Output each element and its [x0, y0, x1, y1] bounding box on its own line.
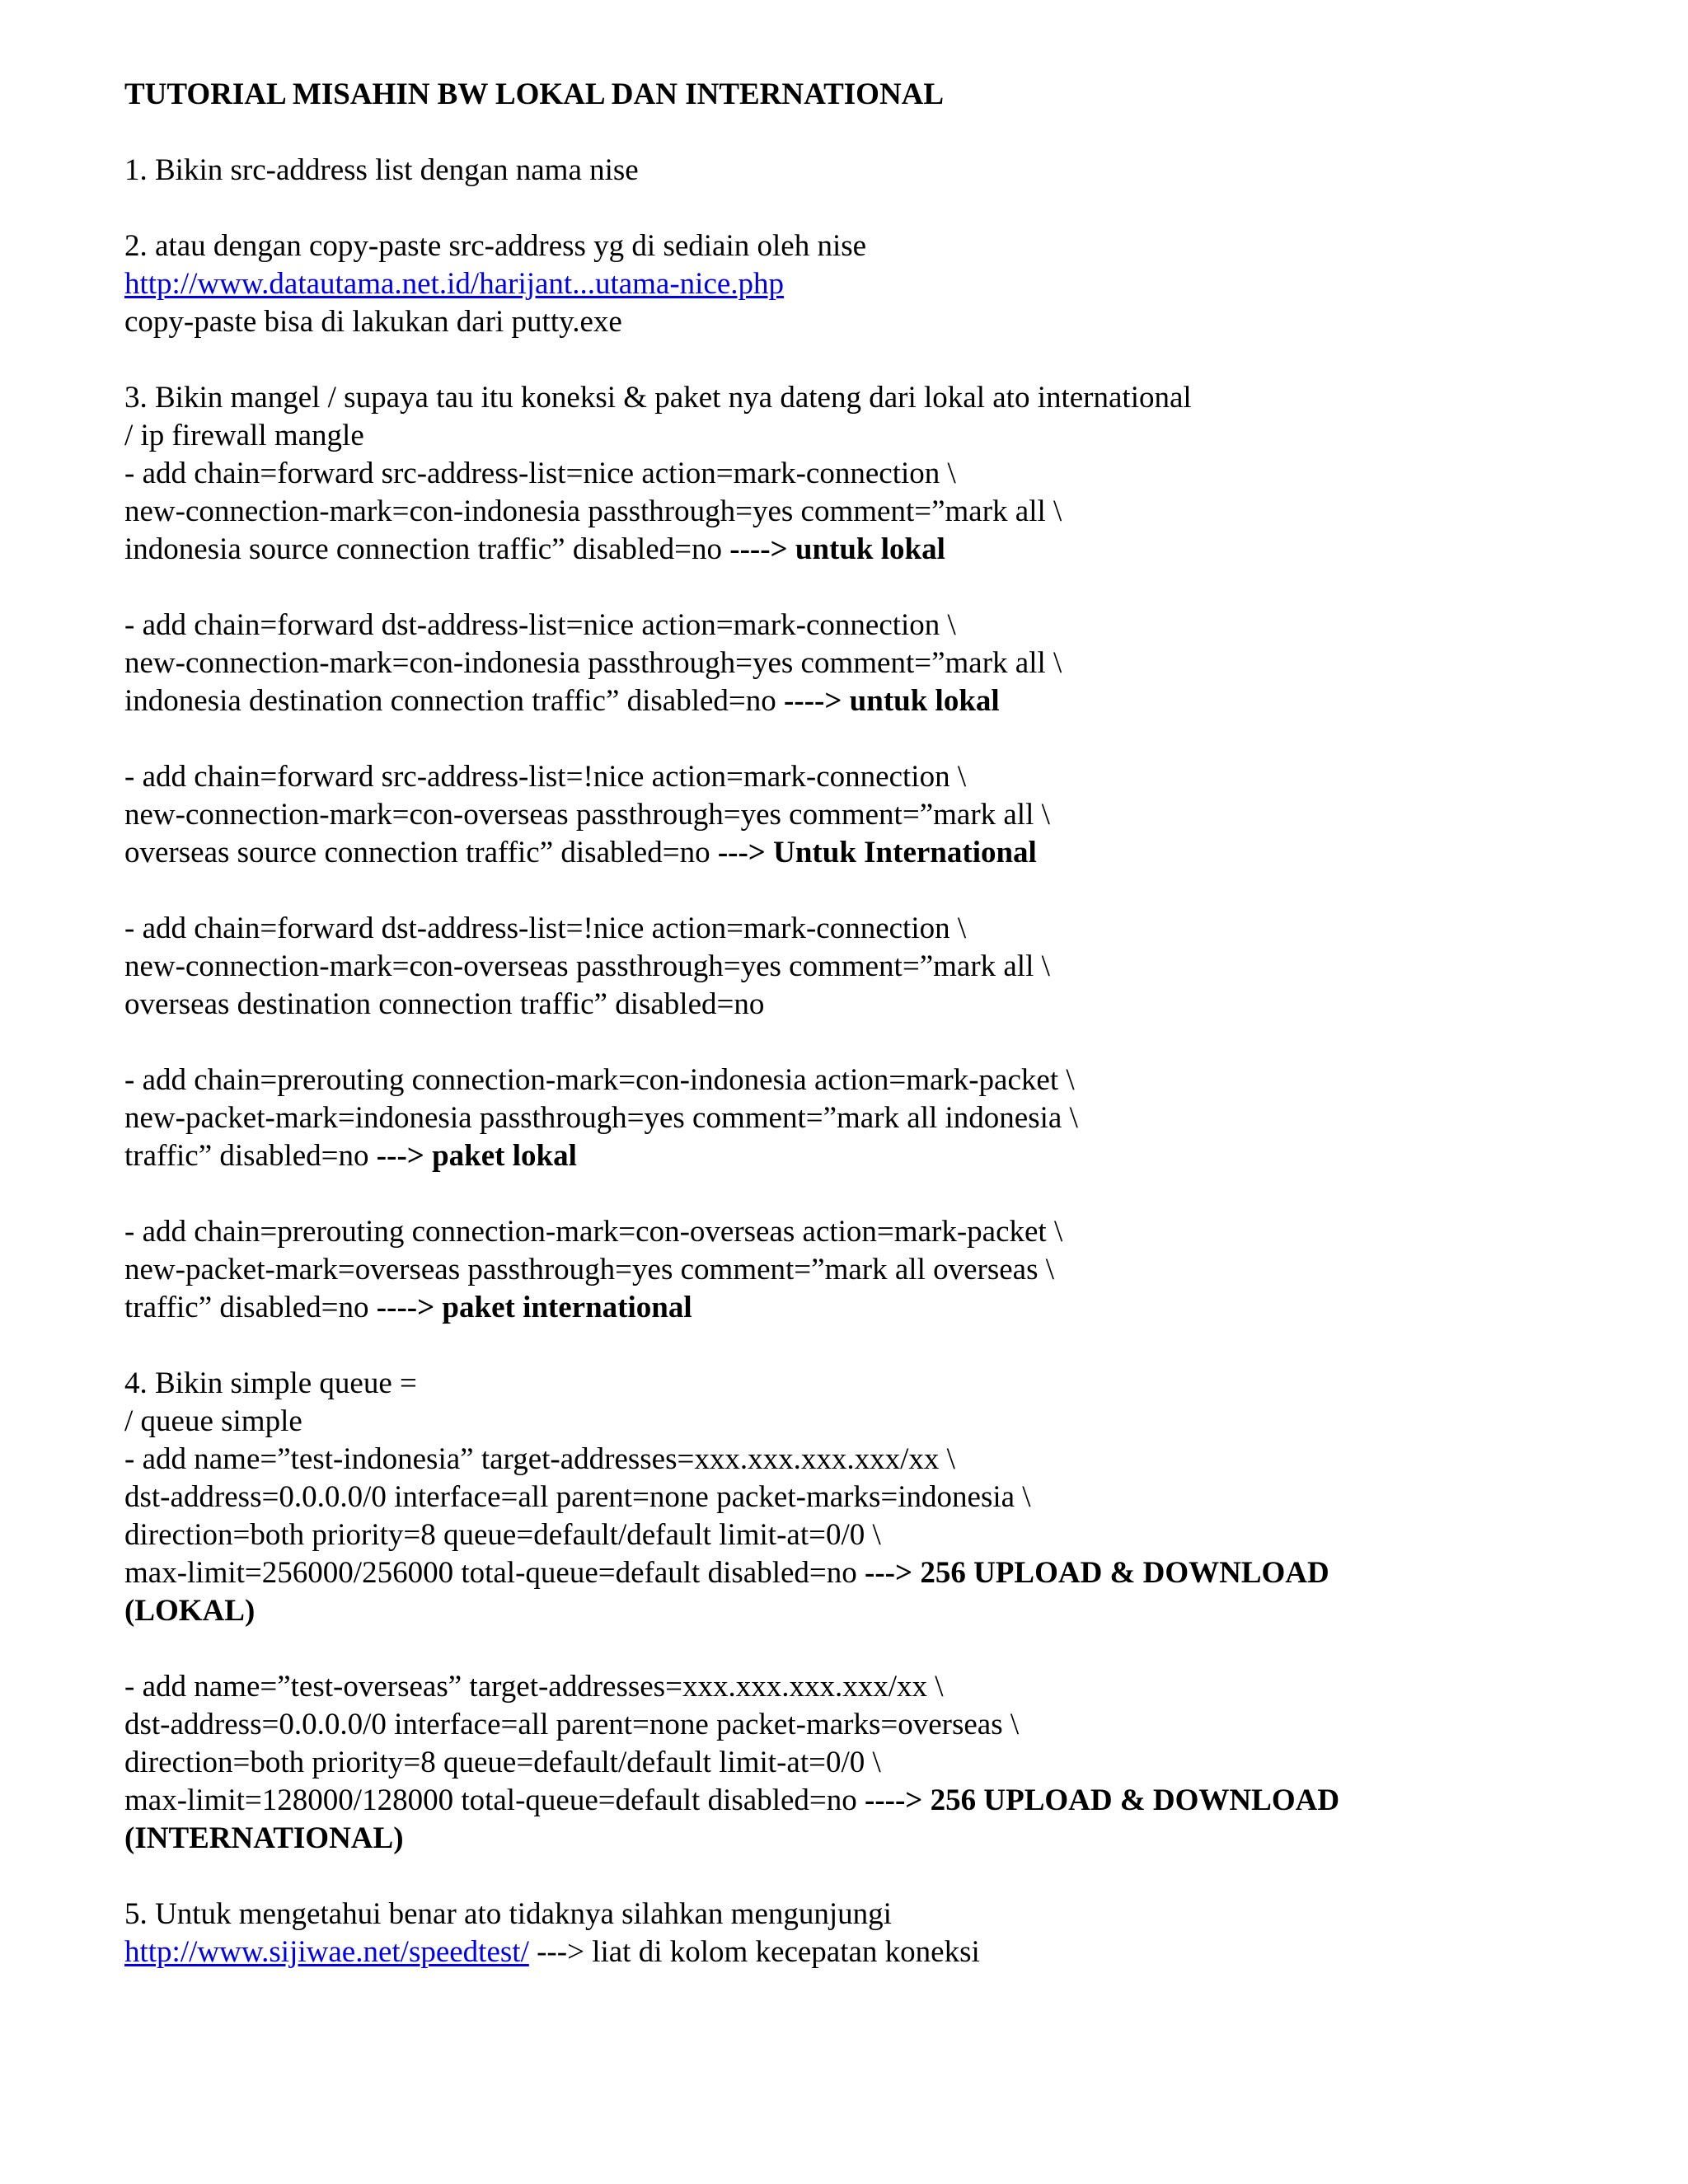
code-line: - add chain=prerouting connection-mark=con-overseas action=mark-packet \ — [124, 1215, 1063, 1249]
rule-note: ---> paket lokal — [376, 1139, 577, 1173]
code-line: - add chain=forward dst-address-list=!nice action=mark-connection \ — [124, 912, 967, 945]
code-line: new-connection-mark=con-overseas passthrough=yes comment=”mark all \ — [124, 949, 1050, 983]
mangle-rule-5 — [124, 1062, 1592, 1175]
rule-note: ---> 256 UPLOAD & DOWNLOAD — [865, 1556, 1329, 1590]
datautama-link[interactable]: http://www.datautama.net.id/harijant...utama-nice.php — [124, 267, 785, 301]
rule-note: ----> 256 UPLOAD & DOWNLOAD — [865, 1783, 1340, 1817]
code-line: max-limit=128000/128000 total-queue=default disabled=no — [124, 1783, 865, 1817]
mangle-rule-6 — [124, 1213, 1592, 1327]
document-page — [124, 76, 1592, 1971]
code-line: new-connection-mark=con-indonesia passthrough=yes comment=”mark all \ — [124, 494, 1062, 528]
code-line: - add name=”test-overseas” target-addresses=xxx.xxx.xxx.xxx/xx \ — [124, 1670, 944, 1704]
step-3-text: 3. Bikin mangel / supaya tau itu koneksi & paket nya dateng dari lokal ato international — [124, 381, 1192, 415]
step-5-suffix: ---> liat di kolom kecepatan koneksi — [528, 1935, 980, 1969]
step-4-command: / queue simple — [124, 1404, 302, 1438]
step-2-note: copy-paste bisa di lakukan dari putty.exe — [124, 305, 622, 339]
mangle-rule-2 — [124, 607, 1592, 720]
code-line: overseas source connection traffic” disabled=no — [124, 836, 718, 869]
code-line: - add chain=forward dst-address-list=nice action=mark-connection \ — [124, 608, 956, 642]
code-line: new-connection-mark=con-indonesia passthrough=yes comment=”mark all \ — [124, 646, 1062, 680]
step-1: 1. Bikin src-address list dengan nama nise — [124, 153, 639, 187]
code-line: overseas destination connection traffic” disabled=no — [124, 987, 765, 1021]
mangle-rule-1 — [124, 455, 1592, 569]
code-line: new-packet-mark=overseas passthrough=yes comment=”mark all overseas \ — [124, 1253, 1055, 1286]
step-4-text: 4. Bikin simple queue = — [124, 1366, 417, 1400]
code-line: indonesia destination connection traffic” disabled=no — [124, 684, 785, 718]
step-4 — [124, 1365, 1592, 1858]
code-line: traffic” disabled=no — [124, 1139, 377, 1173]
mangle-rule-3 — [124, 758, 1592, 872]
code-line: new-packet-mark=indonesia passthrough=yes comment=”mark all indonesia \ — [124, 1101, 1078, 1135]
code-line: direction=both priority=8 queue=default/default limit-at=0/0 \ — [124, 1518, 881, 1552]
code-line: - add chain=forward src-address-list=!nice action=mark-connection \ — [124, 760, 967, 794]
mangle-rule-4 — [124, 910, 1592, 1024]
rule-note: ---> Untuk International — [717, 836, 1037, 869]
step-5 — [124, 1896, 1592, 1971]
rule-note: ----> untuk lokal — [729, 532, 945, 566]
code-line: - add chain=prerouting connection-mark=con-indonesia action=mark-packet \ — [124, 1063, 1075, 1097]
step-3 — [124, 379, 1592, 1327]
code-line: new-connection-mark=con-overseas passthrough=yes comment=”mark all \ — [124, 798, 1050, 832]
document-title: TUTORIAL MISAHIN BW LOKAL DAN INTERNATIONAL — [124, 77, 945, 111]
rule-note: ----> untuk lokal — [784, 684, 1000, 718]
rule-note: (LOKAL) — [124, 1594, 256, 1628]
step-2 — [124, 227, 1592, 341]
rule-note: (INTERNATIONAL) — [124, 1821, 404, 1855]
code-line: - add chain=forward src-address-list=nice action=mark-connection \ — [124, 457, 956, 490]
code-line: dst-address=0.0.0.0/0 interface=all parent=none packet-marks=indonesia \ — [124, 1480, 1031, 1514]
step-2-text: 2. atau dengan copy-paste src-address yg di sediain oleh nise — [124, 229, 867, 263]
code-line: indonesia source connection traffic” disabled=no — [124, 532, 730, 566]
speedtest-link[interactable]: http://www.sijiwae.net/speedtest/ — [124, 1935, 529, 1969]
code-line: direction=both priority=8 queue=default/default limit-at=0/0 \ — [124, 1746, 881, 1779]
queue-rule-1 — [124, 1441, 1592, 1630]
code-line: max-limit=256000/256000 total-queue=default disabled=no — [124, 1556, 865, 1590]
rule-note: ----> paket international — [376, 1291, 692, 1324]
queue-rule-2 — [124, 1668, 1592, 1858]
code-line: dst-address=0.0.0.0/0 interface=all parent=none packet-marks=overseas \ — [124, 1708, 1020, 1741]
code-line: traffic” disabled=no — [124, 1291, 377, 1324]
step-3-command: / ip firewall mangle — [124, 419, 364, 452]
step-5-text: 5. Untuk mengetahui benar ato tidaknya silahkan mengunjungi — [124, 1897, 892, 1931]
code-line: - add name=”test-indonesia” target-addresses=xxx.xxx.xxx.xxx/xx \ — [124, 1442, 955, 1476]
